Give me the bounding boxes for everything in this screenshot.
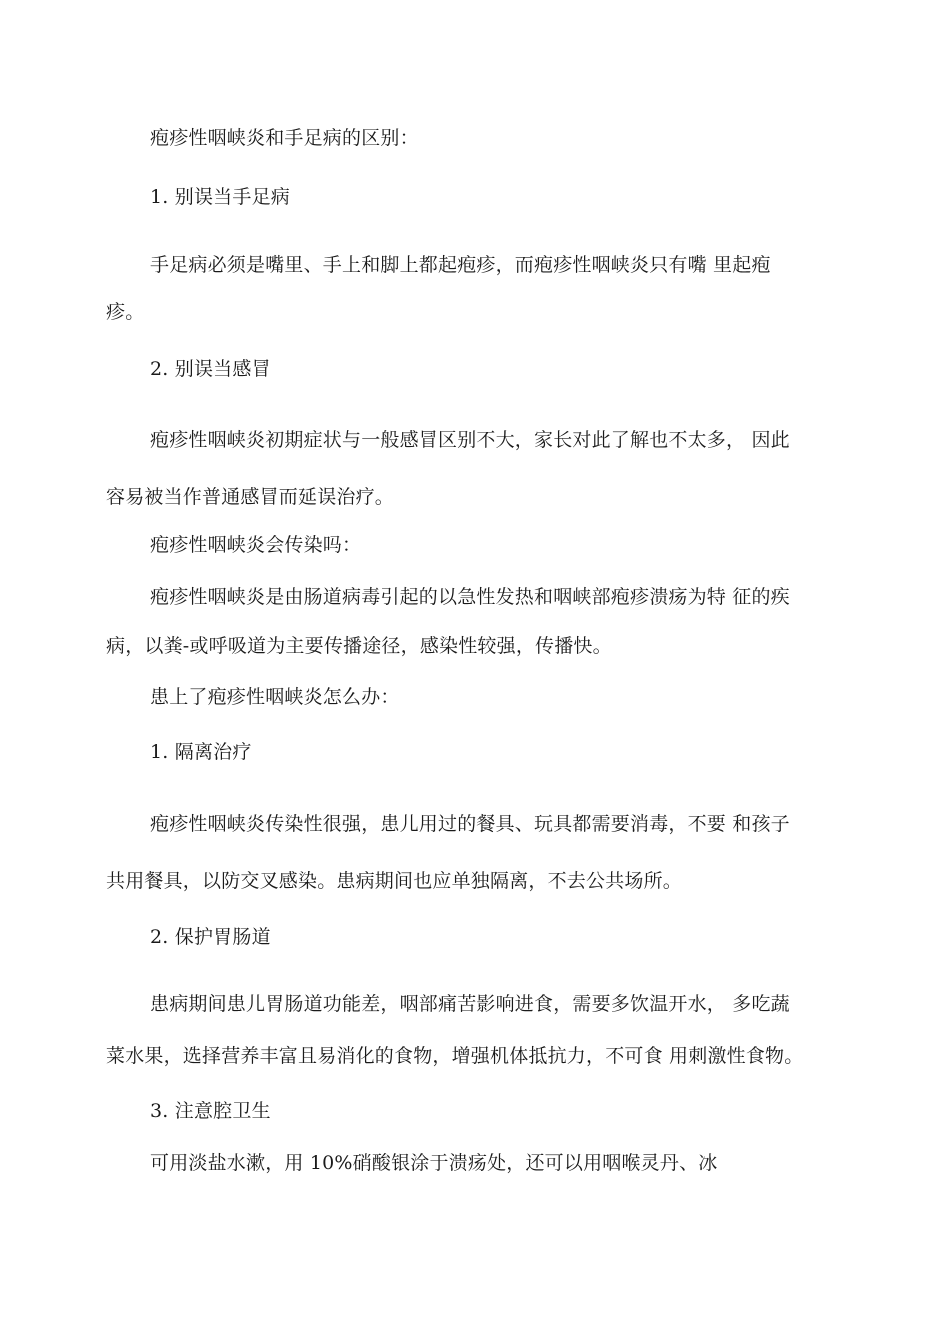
item-heading-isolation: 1. 隔离治疗 [150,741,252,763]
paragraph-line: 共用餐具，以防交叉感染。患病期间也应单独隔离，不去公共场所。 [106,870,683,892]
paragraph-line: 疱疹性咽峡炎传染性很强，患儿用过的餐具、玩具都需要消毒，不要 和孩子 [150,813,790,835]
section-heading-difference: 疱疹性咽峡炎和手足病的区别： [150,127,419,149]
item-heading-not-hand-foot: 1. 别误当手足病 [150,186,290,208]
paragraph-line: 疱疹性咽峡炎初期症状与一般感冒区别不大，家长对此了解也不太多， 因此 [150,429,790,451]
paragraph-line: 手足病必须是嘴里、手上和脚上都起疱疹，而疱疹性咽峡炎只有嘴 里起疱 [150,254,771,276]
paragraph-line: 病，以粪-或呼吸道为主要传播途径，感染性较强，传播快。 [106,635,612,657]
item-heading-oral-hygiene: 3. 注意腔卫生 [150,1100,271,1122]
section-heading-contagious: 疱疹性咽峡炎会传染吗： [150,534,362,556]
item-heading-not-cold: 2. 别误当感冒 [150,358,271,380]
paragraph-line: 疹。 [106,301,145,323]
item-heading-protect-gut: 2. 保护胃肠道 [150,926,271,948]
paragraph-line: 可用淡盐水漱，用 10%硝酸银涂于溃疡处，还可以用咽喉灵丹、冰 [150,1152,718,1174]
paragraph-line: 疱疹性咽峡炎是由肠道病毒引起的以急性发热和咽峡部疱疹溃疡为特 征的疾 [150,586,790,608]
section-heading-what-to-do: 患上了疱疹性咽峡炎怎么办： [150,686,400,708]
paragraph-line: 容易被当作普通感冒而延误治疗。 [106,486,395,508]
paragraph-line: 患病期间患儿胃肠道功能差，咽部痛苦影响进食，需要多饮温开水， 多吃蔬 [150,993,790,1015]
paragraph-line: 菜水果，选择营养丰富且易消化的食物，增强机体抵抗力，不可食 用刺激性食物。 [106,1045,804,1067]
